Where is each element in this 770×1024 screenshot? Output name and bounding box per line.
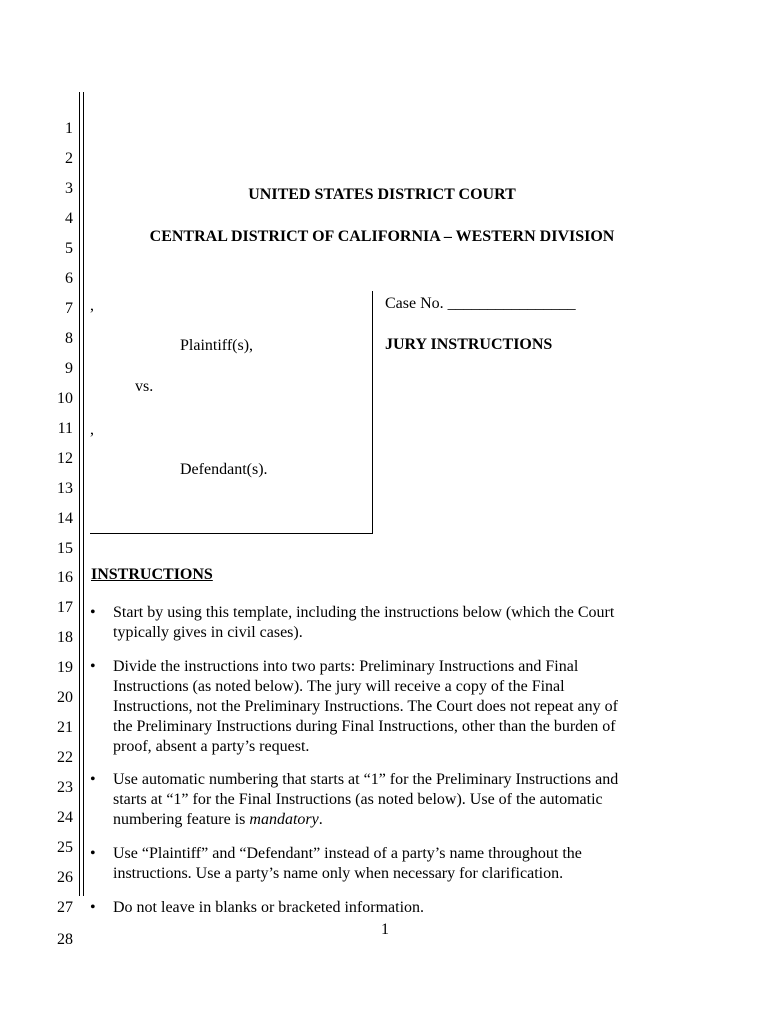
- bullet-line: proof, absent a party’s request.: [113, 738, 310, 755]
- bullet-line: Instructions, not the Preliminary Instructions. The Court does not repeat any of: [113, 698, 618, 715]
- emphasis-text: mandatory: [249, 811, 319, 828]
- line-number: 21: [57, 719, 73, 736]
- district-name: CENTRAL DISTRICT OF CALIFORNIA – WESTERN DIVISION: [149, 228, 615, 245]
- bullet-line: Use “Plaintiff” and “Defendant” instead of a party’s name throughout the: [113, 845, 582, 862]
- line-number: 2: [65, 150, 73, 167]
- line-number: 13: [57, 480, 73, 497]
- line-number: 27: [57, 899, 73, 916]
- bullet-line: Divide the instructions into two parts: Preliminary Instructions and Final: [113, 658, 579, 675]
- bullet-line: the Preliminary Instructions during Final Instructions, other than the burden of: [113, 718, 616, 735]
- page-number: 1: [381, 921, 389, 938]
- bullet-line: Instructions (as noted below). The jury will receive a copy of the Final: [113, 678, 565, 695]
- bullet-icon: •: [90, 658, 96, 675]
- line-number: 4: [65, 210, 73, 227]
- line-number: 24: [57, 809, 73, 826]
- line-number: 23: [57, 779, 73, 796]
- line-number: 18: [57, 629, 73, 646]
- margin-rule-right: [83, 92, 84, 896]
- line-number: 22: [57, 749, 73, 766]
- bullet-line: Start by using this template, including the instructions below (which the Court: [113, 604, 615, 621]
- defendant-label: Defendant(s).: [180, 461, 268, 478]
- bullet-line: starts at “1” for the Final Instructions (as noted below). Use of the automatic: [113, 791, 603, 808]
- bullet-line: Do not leave in blanks or bracketed information.: [113, 899, 425, 916]
- case-number: Case No. ________________: [385, 295, 576, 312]
- line-number: 1: [65, 120, 73, 137]
- line-number: 12: [57, 450, 73, 467]
- line-number: 14: [57, 510, 73, 527]
- line-number: 17: [57, 599, 73, 616]
- line-number: 9: [65, 360, 73, 377]
- bullet-icon: •: [90, 604, 96, 621]
- line-number: 19: [57, 659, 73, 676]
- caption-underline: [90, 533, 372, 534]
- line-number: 16: [57, 569, 73, 586]
- line-number: 11: [57, 420, 73, 437]
- line-number: 5: [65, 240, 73, 257]
- line-number: 28: [57, 931, 73, 948]
- bullet-line: typically gives in civil cases).: [113, 624, 303, 641]
- court-name: UNITED STATES DISTRICT COURT: [248, 186, 516, 203]
- bullet-line: instructions. Use a party’s name only when necessary for clarification.: [113, 865, 564, 882]
- document-title: JURY INSTRUCTIONS: [385, 336, 553, 353]
- bullet-line: [113, 810, 683, 830]
- bullet-icon: •: [90, 899, 96, 916]
- line-number: 25: [57, 839, 73, 856]
- line-number: 8: [65, 330, 73, 347]
- line-number: 10: [57, 390, 73, 407]
- bullet-text: numbering feature is: [113, 811, 250, 828]
- instructions-heading: INSTRUCTIONS: [91, 566, 213, 583]
- defendant-name: ,: [90, 421, 94, 438]
- line-number: 7: [65, 300, 73, 317]
- caption-divider: [372, 291, 373, 534]
- margin-rule-left: [79, 92, 80, 896]
- line-number: 20: [57, 689, 73, 706]
- line-number: 26: [57, 869, 73, 886]
- line-number: 3: [65, 180, 73, 197]
- line-number: 15: [57, 540, 73, 557]
- bullet-icon: •: [90, 771, 96, 788]
- bullet-icon: •: [90, 845, 96, 862]
- versus-label: vs.: [135, 378, 154, 395]
- plaintiff-label: Plaintiff(s),: [180, 337, 254, 354]
- bullet-text: .: [318, 811, 323, 828]
- bullet-line: Use automatic numbering that starts at “1” for the Preliminary Instructions and: [113, 771, 619, 788]
- plaintiff-name: ,: [90, 297, 94, 314]
- line-number: 6: [65, 270, 73, 287]
